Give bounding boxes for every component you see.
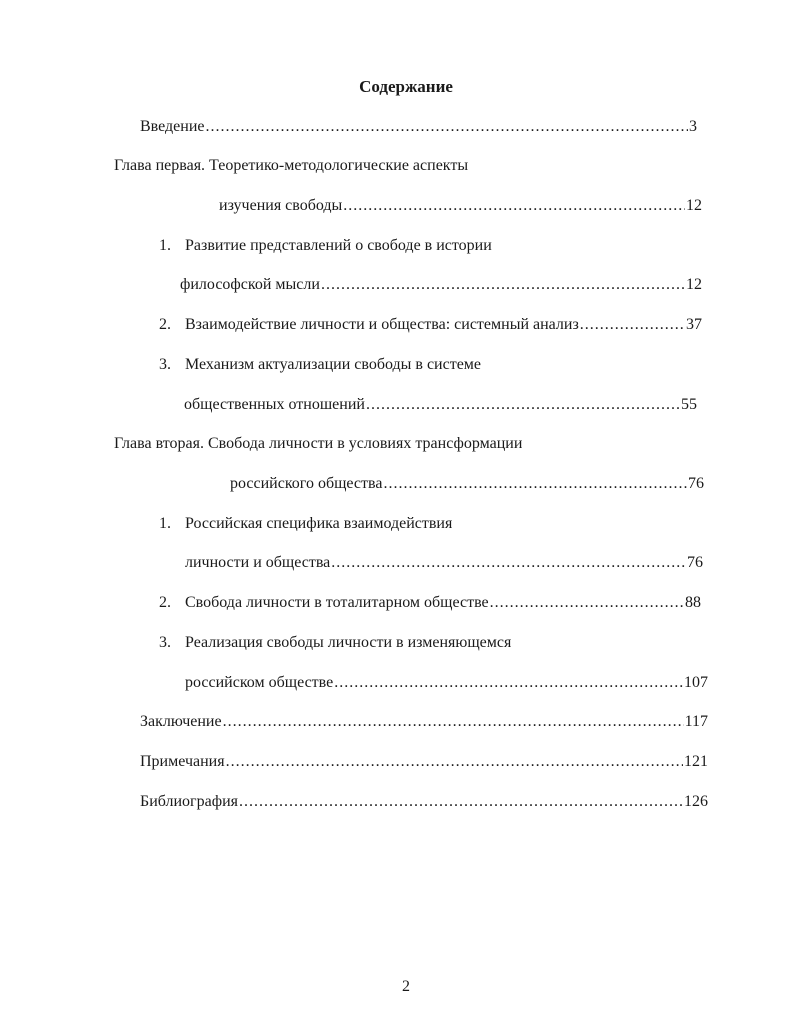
section-number: 2.	[159, 594, 171, 611]
toc-chapter-1-title[interactable]: Глава первая. Теоретико-методологические аспекты	[114, 157, 469, 174]
toc-entry-label: российском обществе	[185, 674, 334, 691]
dot-leader	[223, 712, 684, 732]
toc-section-1-1-title[interactable]	[159, 236, 492, 256]
toc-entry-conclusion[interactable]	[140, 712, 708, 732]
toc-section-2-3-title[interactable]	[159, 633, 511, 653]
section-number: 3.	[159, 356, 171, 373]
toc-entry-chapter-2[interactable]	[230, 474, 704, 494]
toc-entry-bibliography[interactable]	[140, 792, 708, 812]
toc-page-number: 37	[686, 316, 702, 333]
toc-entry-section-2-1[interactable]	[185, 553, 703, 573]
toc-entry-label	[159, 315, 579, 335]
dot-leader	[383, 474, 687, 494]
section-number: 2.	[159, 316, 171, 333]
toc-page-number: 121	[684, 753, 708, 770]
dot-leader	[206, 117, 689, 137]
toc-entry-label: Библиография	[140, 793, 238, 810]
toc-entry-label: философской мысли	[180, 276, 320, 293]
dot-leader	[239, 792, 683, 812]
toc-page-number: 76	[687, 554, 703, 571]
toc-entry-label: Заключение	[140, 713, 222, 730]
dot-leader	[334, 673, 683, 693]
toc-entry-chapter-1[interactable]	[219, 196, 702, 216]
toc-page-number: 12	[686, 197, 702, 214]
toc-entry-label: Примечания	[140, 753, 225, 770]
toc-page-number: 76	[688, 475, 704, 492]
dot-leader	[366, 395, 680, 415]
toc-entry-intro[interactable]	[140, 117, 697, 137]
toc-section-1-3-title[interactable]	[159, 355, 481, 375]
toc-entry-label	[159, 593, 489, 613]
toc-entry-label: личности и общества	[185, 554, 331, 571]
toc-entry-label: Введение	[140, 118, 205, 135]
toc-entry-section-1-2[interactable]	[159, 315, 702, 335]
toc-page-number: 3	[689, 118, 697, 135]
dot-leader	[331, 553, 686, 573]
toc-entry-label: общественных отношений	[184, 396, 365, 413]
toc-entry-label: российского общества	[230, 475, 383, 492]
page-title: Содержание	[359, 77, 453, 96]
toc-entry-label: изучения свободы	[219, 197, 343, 214]
page-number: 2	[402, 978, 410, 995]
dot-leader	[580, 315, 685, 335]
toc-page-number: 88	[685, 594, 701, 611]
toc-section-2-1-title[interactable]	[159, 514, 452, 534]
toc-entry-notes[interactable]	[140, 752, 708, 772]
toc-entry-section-2-2[interactable]	[159, 593, 701, 613]
toc-entry-section-1-3[interactable]	[184, 395, 697, 415]
toc-page-number: 107	[684, 674, 708, 691]
dot-leader	[321, 275, 685, 295]
section-number: 1.	[159, 515, 171, 532]
toc-entry-section-1-1[interactable]	[180, 275, 702, 295]
dot-leader	[343, 196, 685, 216]
section-title: Развитие представлений о свободе в истории	[185, 237, 492, 254]
toc-page-number: 117	[684, 713, 708, 730]
section-title: Свобода личности в тоталитарном обществе	[185, 594, 489, 611]
section-title: Взаимодействие личности и общества: системный анализ	[185, 316, 579, 333]
dot-leader	[226, 752, 683, 772]
section-title: Российская специфика взаимодействия	[185, 515, 453, 532]
toc-page-number: 55	[681, 396, 697, 413]
toc-page-number: 12	[686, 276, 702, 293]
toc-page-number: 126	[684, 793, 708, 810]
section-title: Реализация свободы личности в изменяющемся	[185, 634, 512, 651]
section-number: 3.	[159, 634, 171, 651]
section-title: Механизм актуализации свободы в системе	[185, 356, 482, 373]
dot-leader	[490, 593, 684, 613]
toc-entry-section-2-3[interactable]	[185, 673, 708, 693]
section-number: 1.	[159, 237, 171, 254]
toc-chapter-2-title[interactable]: Глава вторая. Свобода личности в условиях трансформации	[114, 435, 523, 452]
